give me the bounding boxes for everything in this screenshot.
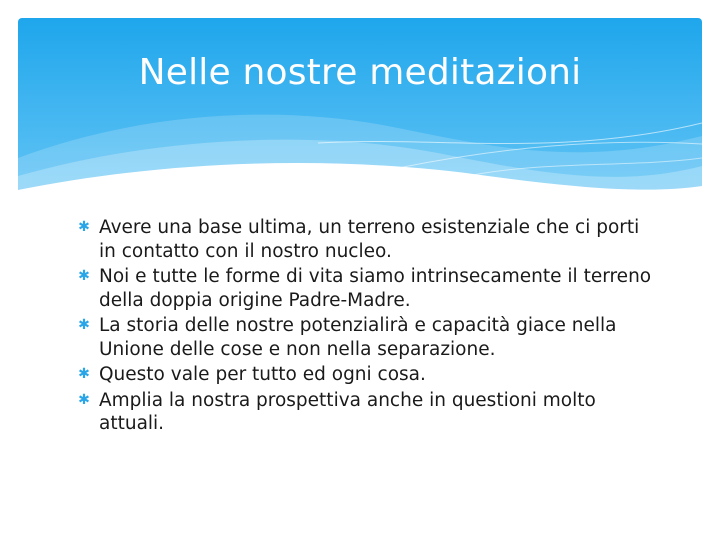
asterisk-bullet-icon: ✱	[78, 268, 90, 284]
bullet-list	[76, 216, 656, 438]
asterisk-bullet-icon: ✱	[78, 317, 90, 333]
bullet-text: Noi e tutte le forme di vita siamo intrinsecamente il terreno della doppia origine Padre-Madre.	[99, 266, 652, 311]
header-wave-decoration	[18, 18, 702, 200]
bullet-text: Amplia la nostra prospettiva anche in questioni molto attuali.	[99, 389, 596, 434]
list-item	[76, 216, 656, 263]
list-item	[76, 363, 656, 387]
bullet-text: Questo vale per tutto ed ogni cosa.	[99, 364, 426, 385]
list-item	[76, 389, 656, 436]
asterisk-bullet-icon: ✱	[78, 366, 90, 382]
slide-title: Nelle nostre meditazioni	[138, 52, 582, 93]
bullet-text: La storia delle nostre potenzialirà e capacità giace nella Unione delle cose e non nella separazione.	[99, 315, 617, 360]
list-item	[76, 265, 656, 312]
asterisk-bullet-icon: ✱	[78, 219, 90, 235]
header-band	[18, 18, 702, 200]
asterisk-bullet-icon: ✱	[78, 391, 90, 408]
bullet-text: Avere una base ultima, un terreno esistenziale che ci porti in contatto con il nostro nucleo.	[99, 217, 640, 262]
list-item	[76, 314, 656, 361]
